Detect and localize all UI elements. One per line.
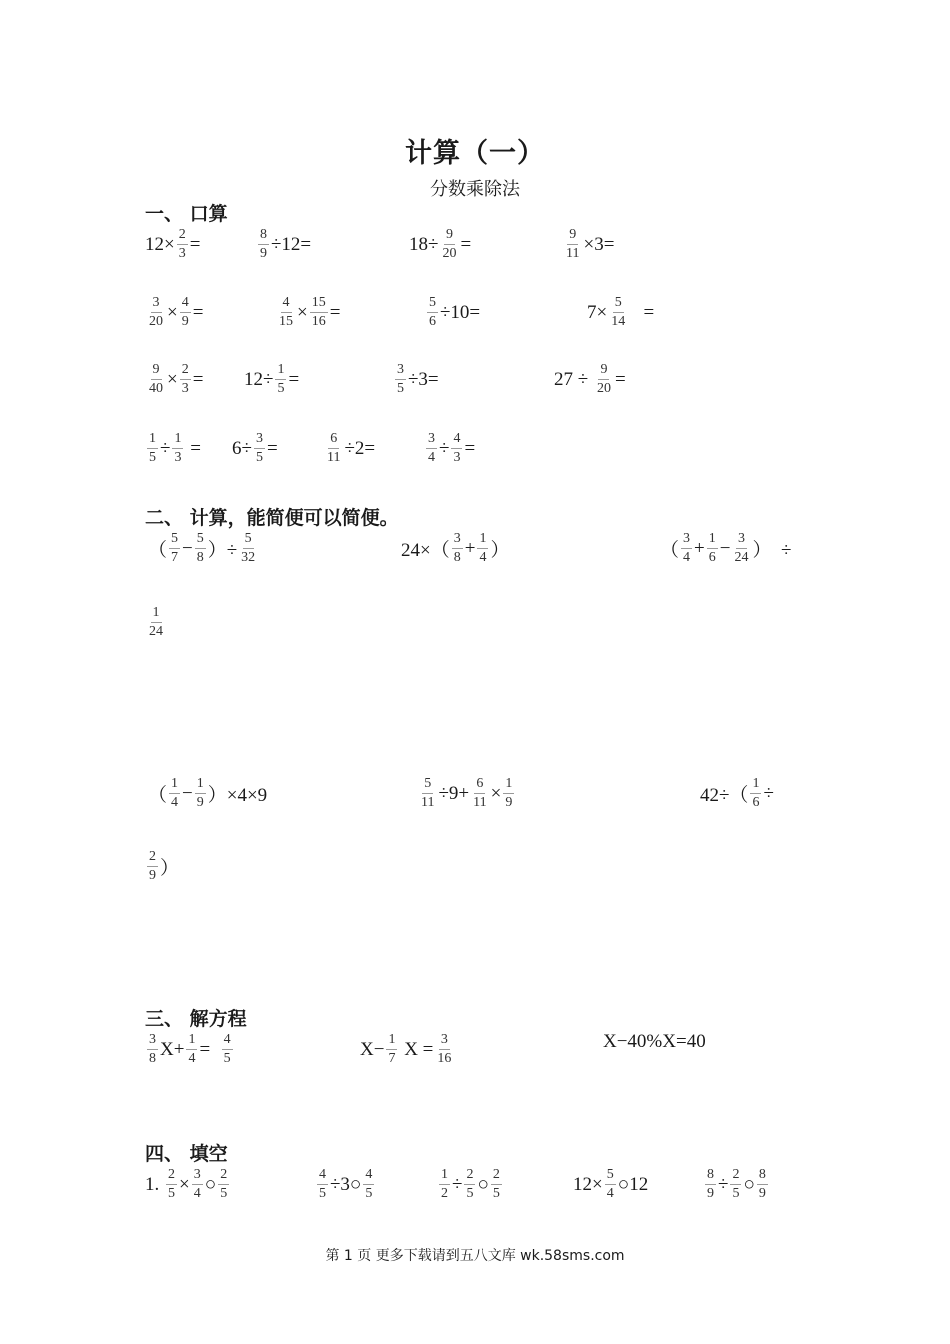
expression	[425, 294, 480, 331]
numerator: 3	[736, 530, 747, 549]
denominator: 7	[171, 550, 179, 565]
expression-text: 6÷	[232, 437, 252, 459]
expression	[275, 294, 340, 331]
expression	[232, 430, 278, 467]
fraction	[147, 1031, 158, 1068]
numerator: 3	[254, 430, 265, 449]
denominator: 4	[171, 795, 179, 810]
numerator: 1	[172, 430, 183, 449]
denominator: 11	[473, 795, 487, 810]
expression-text: （	[148, 785, 168, 806]
expression	[323, 430, 375, 467]
expression	[409, 226, 471, 263]
fraction	[609, 294, 627, 331]
expression	[424, 430, 475, 467]
fraction	[681, 530, 692, 567]
numerator: 3	[395, 361, 406, 380]
expression-text: =	[329, 301, 341, 323]
numerator: 5	[605, 1166, 616, 1185]
numerator: 5	[195, 530, 206, 549]
denominator: 3	[453, 450, 461, 465]
expression-text: ÷	[718, 1173, 729, 1195]
expression	[145, 604, 167, 641]
expression-text: 24×（	[401, 540, 450, 561]
numerator: 2	[464, 1166, 475, 1185]
expression	[145, 1031, 235, 1068]
fraction	[169, 530, 180, 567]
numerator: 4	[451, 430, 462, 449]
denominator: 16	[437, 1051, 452, 1066]
fraction	[258, 226, 269, 263]
numerator: 1	[477, 530, 488, 549]
denominator: 4	[479, 550, 487, 565]
expression-text: X−40%X=40	[603, 1031, 706, 1052]
expression-text: 42÷（	[700, 785, 749, 806]
denominator: 32	[241, 550, 256, 565]
denominator: 8	[149, 1051, 156, 1066]
denominator: 5	[466, 1186, 474, 1201]
expression-text: ÷	[439, 437, 450, 459]
fraction	[503, 775, 514, 812]
fraction	[147, 430, 158, 467]
denominator: 9	[505, 795, 513, 810]
fraction	[395, 361, 406, 398]
denominator: 8	[453, 550, 461, 565]
fraction	[386, 1031, 397, 1068]
denominator: 20	[596, 381, 611, 396]
numerator: 4	[222, 1031, 233, 1050]
expression-text: ÷3○	[330, 1173, 362, 1195]
numerator: 6	[328, 430, 339, 449]
expression	[145, 294, 203, 331]
denominator: 20	[149, 314, 163, 329]
denominator: 9	[181, 314, 189, 329]
fraction	[222, 1031, 233, 1068]
numerator: 4	[180, 294, 191, 313]
denominator: 5	[397, 381, 404, 396]
expression-text: ÷9+	[438, 782, 470, 804]
expression-text: ）×4×9	[207, 785, 268, 806]
expression-text: 12÷	[244, 368, 274, 390]
numerator: 1	[439, 1166, 450, 1185]
fraction	[426, 430, 437, 467]
denominator: 11	[327, 450, 341, 465]
fraction	[195, 530, 206, 567]
fraction	[277, 294, 295, 331]
expression-text: ×3=	[583, 233, 615, 255]
denominator: 16	[311, 314, 326, 329]
fraction	[435, 1031, 453, 1068]
expression	[360, 1031, 455, 1068]
expression	[554, 361, 626, 398]
expression-text: ×	[167, 368, 178, 390]
fraction	[147, 294, 165, 331]
numerator: 3	[439, 1031, 450, 1050]
denominator: 14	[611, 314, 626, 329]
numerator: 1	[750, 775, 761, 794]
denominator: 7	[388, 1051, 396, 1066]
fraction	[595, 361, 613, 398]
fraction	[147, 848, 158, 885]
numerator: 2	[491, 1166, 502, 1185]
denominator: 5	[168, 1186, 175, 1201]
numerator: 5	[427, 294, 438, 313]
fraction	[310, 294, 328, 331]
denominator: 6	[752, 795, 760, 810]
denominator: 9	[758, 1186, 766, 1201]
fraction	[491, 1166, 502, 1203]
fraction	[180, 294, 191, 331]
expression	[256, 226, 311, 263]
fraction	[177, 226, 188, 263]
expression-text: +	[464, 537, 476, 559]
fraction	[427, 294, 438, 331]
numerator: 8	[757, 1166, 768, 1185]
expression	[145, 848, 179, 885]
expression-text: ）	[160, 858, 180, 879]
fraction	[239, 530, 257, 567]
expression-text: =	[192, 368, 204, 390]
numerator: 1	[503, 775, 514, 794]
denominator: 9	[196, 795, 204, 810]
expression-text: ÷12=	[271, 233, 312, 255]
fraction	[440, 226, 458, 263]
denominator: 4	[683, 550, 691, 565]
expression-text: +	[694, 537, 705, 559]
expression-text: 12×	[145, 233, 175, 255]
numerator: 8	[705, 1166, 716, 1185]
denominator: 15	[279, 314, 293, 329]
expression-text: =	[185, 437, 201, 459]
expression-text: =	[266, 437, 278, 459]
denominator: 5	[255, 450, 263, 465]
numerator: 3	[147, 1031, 158, 1050]
page-footer: 第 1 页 更多下载请到五八文库 wk.58sms.com	[325, 1248, 625, 1264]
expression	[244, 361, 299, 398]
denominator: 6	[708, 550, 716, 565]
expression-text: ○	[743, 1173, 755, 1195]
fraction	[730, 1166, 741, 1203]
numerator: 2	[177, 226, 188, 245]
expression-text: 27 ÷	[554, 368, 593, 390]
fraction	[195, 775, 206, 812]
page-subtitle: 分数乘除法	[430, 179, 520, 200]
denominator: 5	[220, 1186, 228, 1201]
numerator: 3	[681, 530, 692, 549]
expression-text: =	[614, 368, 626, 390]
denominator: 4	[188, 1051, 196, 1066]
numerator: 3	[426, 430, 437, 449]
expression-text: −	[182, 782, 193, 804]
denominator: 5	[223, 1051, 231, 1066]
expression-text: =	[192, 301, 204, 323]
fraction	[750, 775, 761, 812]
numerator: 5	[243, 530, 254, 549]
numerator: 2	[180, 361, 191, 380]
numerator: 1	[147, 430, 158, 449]
expression	[401, 530, 509, 567]
fraction	[732, 530, 750, 567]
denominator: 3	[174, 450, 182, 465]
expression	[660, 530, 791, 567]
fraction	[166, 1166, 177, 1203]
expression	[148, 775, 267, 812]
fraction	[564, 226, 581, 263]
denominator: 4	[606, 1186, 614, 1201]
numerator: 1	[195, 775, 206, 794]
fraction	[477, 530, 488, 567]
expression-text: X =	[399, 1038, 434, 1060]
denominator: 5	[365, 1186, 373, 1201]
denominator: 9	[149, 868, 156, 883]
denominator: 3	[181, 381, 189, 396]
fraction	[451, 430, 462, 467]
fraction	[605, 1166, 616, 1203]
expression-text: −	[719, 537, 731, 559]
expression-text: ）÷	[207, 540, 238, 561]
fraction	[147, 604, 165, 641]
numerator: 4	[317, 1166, 328, 1185]
numerator: 5	[169, 530, 180, 549]
fraction	[439, 1166, 450, 1203]
section-heading-mental-math: 一、 口算	[145, 203, 228, 225]
numerator: 6	[474, 775, 485, 794]
expression	[145, 361, 203, 398]
expression-text: ○12	[617, 1173, 649, 1195]
denominator: 5	[149, 450, 156, 465]
denominator: 24	[149, 624, 163, 639]
denominator: 6	[429, 314, 436, 329]
fraction	[419, 775, 436, 812]
section-heading-fill-in: 四、 填空	[145, 1143, 228, 1165]
numerator: 9	[444, 226, 455, 245]
expression	[603, 1031, 706, 1053]
fraction	[254, 430, 265, 467]
numerator: 5	[613, 294, 624, 313]
denominator: 4	[193, 1186, 201, 1201]
fraction	[275, 361, 286, 398]
denominator: 24	[734, 550, 749, 565]
expression-text: ÷	[452, 1173, 463, 1195]
expression	[587, 294, 654, 331]
denominator: 5	[277, 381, 285, 396]
expression-text: =	[464, 437, 476, 459]
expression-text: ） ÷	[752, 540, 792, 561]
denominator: 20	[442, 246, 457, 261]
expression-text: ÷3=	[408, 368, 439, 390]
expression-text: ×	[297, 301, 308, 323]
denominator: 40	[149, 381, 163, 396]
expression-text: ○	[477, 1173, 489, 1195]
numerator: 3	[452, 530, 463, 549]
denominator: 9	[707, 1186, 714, 1201]
numerator: 3	[151, 294, 162, 313]
numerator: 5	[422, 775, 433, 794]
expression-text: ○	[204, 1173, 217, 1195]
expression	[437, 1166, 504, 1203]
fraction	[464, 1166, 475, 1203]
numerator: 2	[147, 848, 158, 867]
expression	[393, 361, 439, 398]
expression-text: ÷	[160, 437, 171, 459]
numerator: 1	[707, 530, 718, 549]
fraction	[452, 530, 463, 567]
numerator: 9	[151, 361, 162, 380]
expression-text: ×	[179, 1173, 190, 1195]
expression-text: 7×	[587, 301, 608, 323]
numerator: 1	[386, 1031, 397, 1050]
expression-text: ÷	[763, 782, 774, 804]
numerator: 15	[310, 294, 328, 313]
expression-text: 18÷	[409, 233, 439, 255]
expression	[148, 530, 259, 567]
expression-text: ÷10=	[440, 301, 481, 323]
fraction	[471, 775, 488, 812]
expression-text: =	[199, 1038, 220, 1060]
denominator: 4	[428, 450, 435, 465]
numerator: 4	[363, 1166, 374, 1185]
fraction	[169, 775, 180, 812]
expression-text: =	[629, 301, 655, 323]
expression-text: X+	[160, 1038, 185, 1060]
fraction	[172, 430, 183, 467]
fraction	[317, 1166, 328, 1203]
denominator: 5	[319, 1186, 326, 1201]
numerator: 2	[166, 1166, 177, 1185]
expression-text: ×	[167, 301, 178, 323]
numerator: 2	[218, 1166, 229, 1185]
numerator: 1	[275, 361, 286, 380]
numerator: 1	[186, 1031, 197, 1050]
page-title: 计算（一）	[405, 138, 545, 169]
expression-text: ×	[490, 782, 502, 804]
expression-text: （	[148, 540, 168, 561]
numerator: 1	[151, 604, 162, 623]
expression	[145, 430, 201, 467]
fraction	[363, 1166, 374, 1203]
expression-text: X−	[360, 1038, 385, 1060]
expression	[417, 775, 516, 812]
section-heading-equations: 三、 解方程	[145, 1008, 247, 1030]
denominator: 2	[441, 1186, 448, 1201]
denominator: 5	[492, 1186, 500, 1201]
fraction	[192, 1166, 203, 1203]
expression-text: 12×	[573, 1173, 603, 1195]
expression-text: ÷2=	[344, 437, 376, 459]
fraction	[218, 1166, 229, 1203]
expression	[703, 1166, 770, 1203]
numerator: 3	[192, 1166, 203, 1185]
numerator: 2	[730, 1166, 741, 1185]
expression	[562, 226, 614, 263]
fraction	[186, 1031, 197, 1068]
fraction	[325, 430, 342, 467]
expression	[573, 1166, 648, 1203]
denominator: 5	[732, 1186, 740, 1201]
expression-text: =	[288, 368, 300, 390]
numerator: 1	[169, 775, 180, 794]
fraction	[707, 530, 718, 567]
denominator: 11	[566, 246, 580, 261]
fraction	[757, 1166, 768, 1203]
expression-text: −	[182, 537, 193, 559]
fraction	[180, 361, 191, 398]
expression-text: =	[189, 233, 201, 255]
fraction	[705, 1166, 716, 1203]
expression-text: （	[660, 540, 680, 561]
expression	[145, 226, 200, 263]
expression-text: =	[460, 233, 472, 255]
numerator: 9	[567, 226, 578, 245]
denominator: 3	[178, 246, 186, 261]
expression-text: 1.	[145, 1173, 164, 1195]
denominator: 9	[260, 246, 267, 261]
fraction	[147, 361, 165, 398]
expression	[700, 775, 774, 812]
section-heading-simplify: 二、 计算，能简便可以简便。	[145, 507, 399, 529]
expression	[145, 1166, 231, 1203]
numerator: 9	[598, 361, 609, 380]
numerator: 4	[281, 294, 292, 313]
denominator: 11	[421, 795, 435, 810]
denominator: 8	[196, 550, 204, 565]
expression	[315, 1166, 376, 1203]
expression-text: ）	[490, 540, 510, 561]
numerator: 8	[258, 226, 269, 245]
